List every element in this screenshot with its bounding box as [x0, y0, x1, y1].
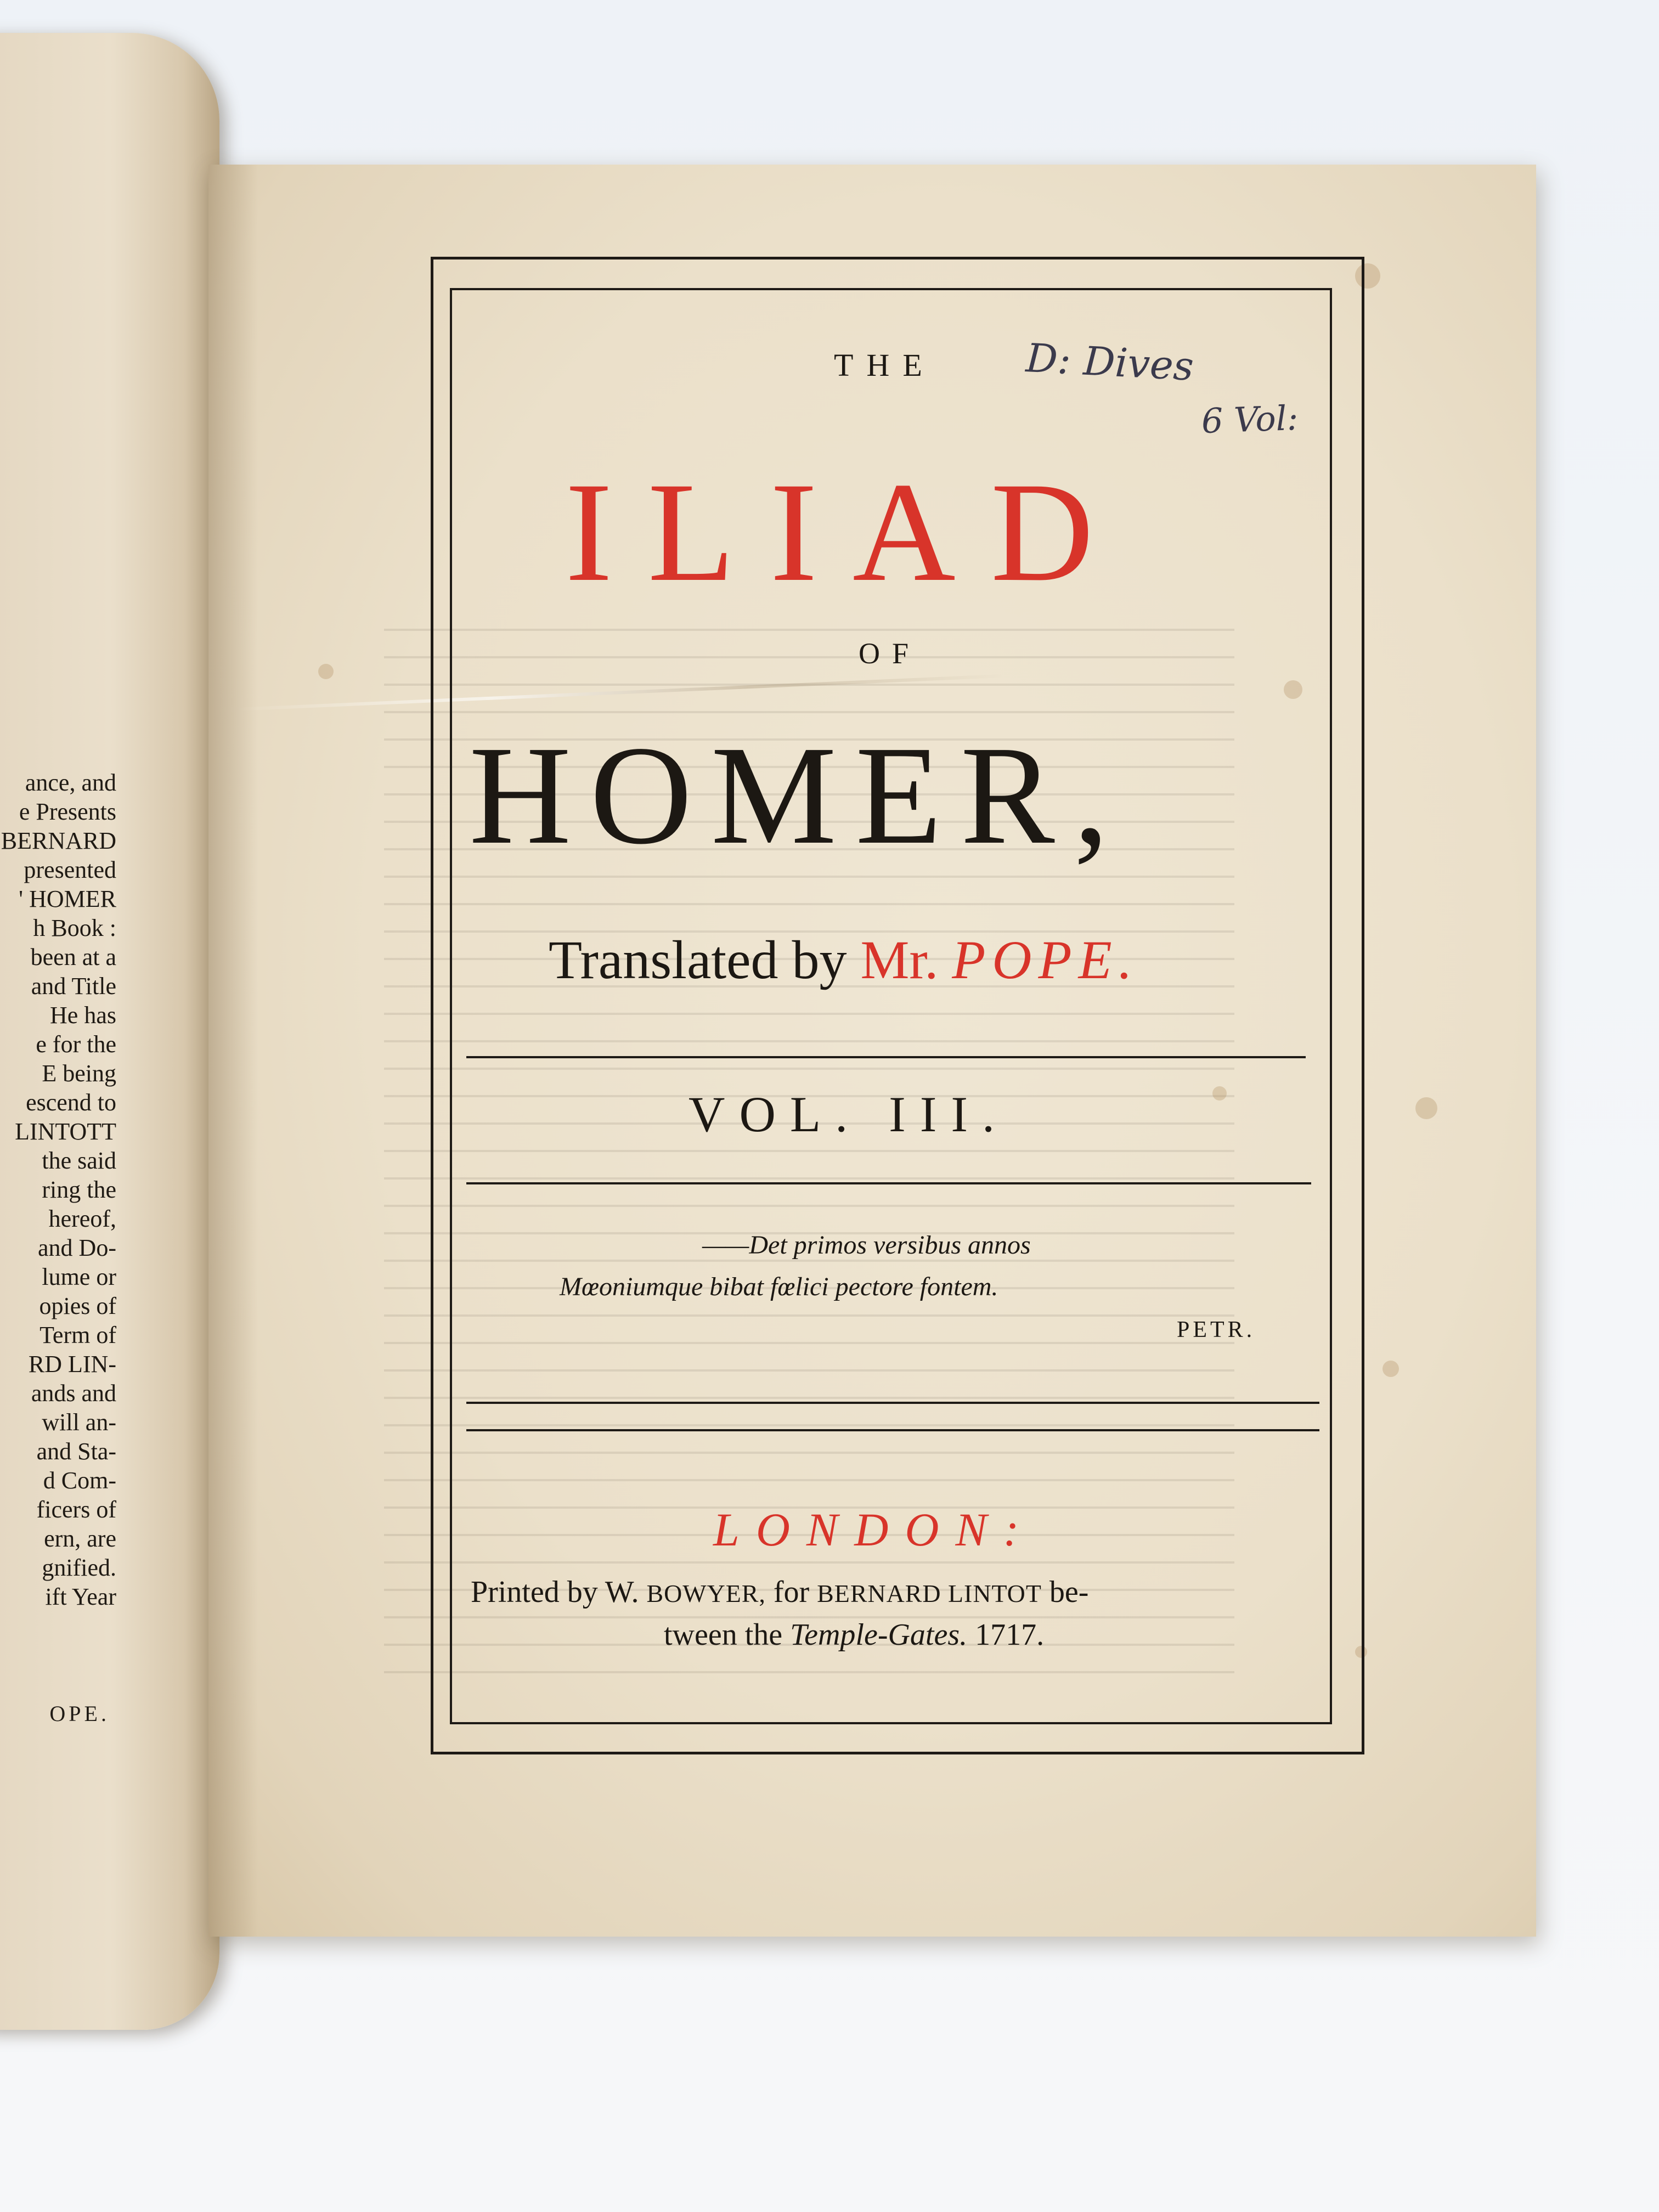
- left-page-line: e for the: [36, 1031, 116, 1058]
- rule-above-volume: [466, 1056, 1306, 1058]
- gutter-shadow: [208, 165, 258, 1937]
- left-page-line: and Title: [31, 973, 116, 1000]
- imprint-tween: tween the: [664, 1618, 783, 1652]
- left-page-line: e Presents: [19, 798, 116, 825]
- left-page-line: lume or: [42, 1263, 116, 1290]
- left-page-text: [0, 768, 116, 1611]
- handwritten-volume-note: 6 Vol:: [1200, 397, 1299, 442]
- volume-number: VOL. III.: [689, 1086, 1009, 1142]
- imprint-bookseller: BERNARD LINTOT: [817, 1579, 1042, 1607]
- imprint-for: for: [773, 1575, 810, 1609]
- left-page-line: ring the: [42, 1176, 116, 1203]
- imprint-be: be-: [1049, 1575, 1089, 1609]
- translated-by-text: Translated by: [549, 929, 847, 990]
- left-page-signature: OPE.: [49, 1701, 110, 1726]
- rule-below-volume: [466, 1182, 1311, 1184]
- imprint-place: LONDON:: [713, 1503, 1036, 1556]
- left-page-line: been at a: [30, 944, 116, 970]
- imprint-printed-by: Printed by W.: [471, 1575, 639, 1609]
- rule-above-imprint-1: [466, 1402, 1319, 1404]
- left-page-line: RD LIN-: [28, 1351, 116, 1378]
- left-page-line: d Com-: [43, 1467, 116, 1494]
- foxing-spot: [318, 664, 334, 679]
- left-page-line: ift Year: [45, 1583, 116, 1610]
- left-page-line: LINTOTT: [15, 1118, 116, 1145]
- title-the: THE: [834, 347, 935, 383]
- title-iliad: ILIAD: [565, 453, 1129, 611]
- handwritten-owner-note: D: Dives: [1025, 335, 1195, 390]
- imprint-line-2: [664, 1617, 1044, 1652]
- left-page-line: hereof,: [48, 1205, 116, 1232]
- title-of: OF: [859, 637, 921, 670]
- left-page-line: and Sta-: [36, 1438, 116, 1465]
- left-page-line: presented: [24, 856, 116, 883]
- left-page-line: BERNARD: [1, 827, 116, 854]
- imprint-year: 1717.: [975, 1618, 1045, 1652]
- left-page-line: Term of: [40, 1322, 116, 1348]
- left-page-line: ern, are: [44, 1525, 116, 1552]
- left-page: [0, 33, 219, 2030]
- epigraph-attribution: PETR.: [1177, 1317, 1256, 1342]
- translator-name: POPE.: [952, 929, 1139, 990]
- epigraph-line-1: ——Det primos versibus annos: [702, 1231, 1031, 1260]
- left-page-line: ands and: [31, 1380, 116, 1407]
- left-page-line: ficers of: [36, 1496, 116, 1523]
- left-page-line: ance, and: [25, 769, 116, 796]
- imprint-line-1: [471, 1575, 1088, 1610]
- left-page-line: h Book :: [33, 915, 116, 941]
- left-page-line: and Do-: [38, 1234, 116, 1261]
- rule-above-imprint-2: [466, 1429, 1319, 1431]
- translator-title: Mr.: [860, 929, 939, 990]
- left-page-line: opies of: [39, 1293, 116, 1319]
- left-page-line: He has: [50, 1002, 116, 1029]
- imprint-temple-gates: Temple-Gates.: [790, 1618, 968, 1652]
- left-page-line: ' HOMER: [19, 885, 116, 912]
- left-page-line: E being: [42, 1060, 116, 1087]
- translator-line: [549, 929, 1139, 990]
- left-page-line: the said: [42, 1147, 116, 1174]
- left-page-line: escend to: [26, 1089, 116, 1116]
- foxing-spot: [1383, 1361, 1399, 1377]
- foxing-spot: [1415, 1097, 1437, 1119]
- left-page-line: gnified.: [42, 1554, 116, 1581]
- left-page-line: will an-: [42, 1409, 116, 1436]
- epigraph-line-2: Mœoniumque bibat fœlici pectore fontem.: [560, 1272, 998, 1301]
- imprint-printer: BOWYER,: [646, 1579, 766, 1607]
- title-homer: HOMER,: [469, 716, 1128, 873]
